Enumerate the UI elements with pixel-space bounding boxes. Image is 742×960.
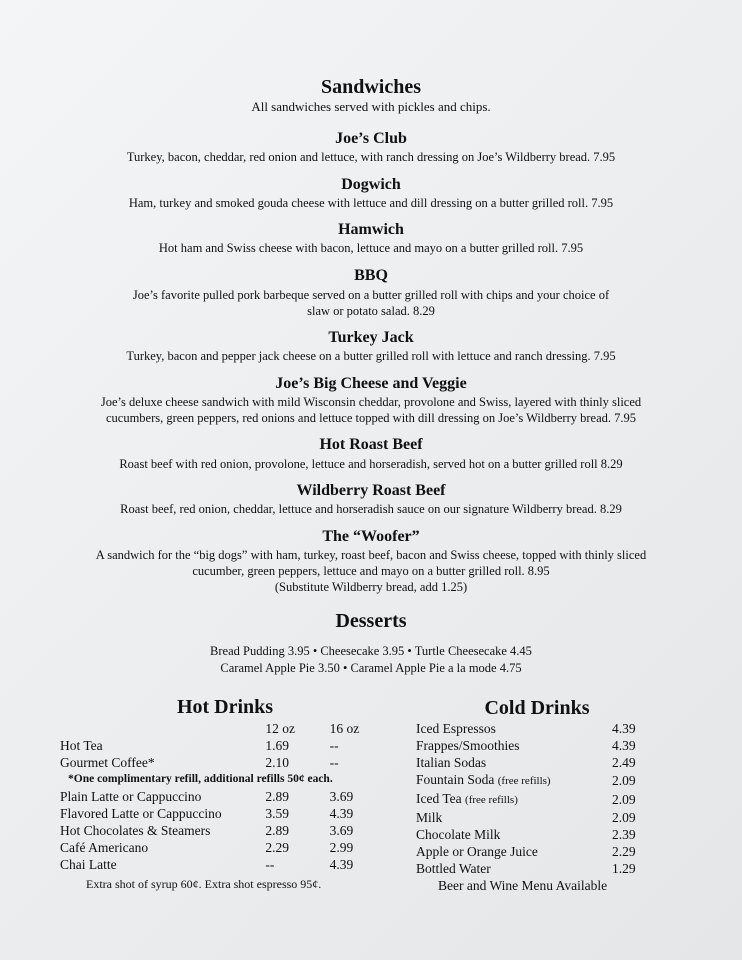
item-desc-big-cheese-line2: cucumbers, green peppers, red onions and lettuce topped with dill dressing on Joe’s Wildberry bread. 7.95 (105, 411, 637, 425)
desserts-line2: Caramel Apple Pie 3.50 • Caramel Apple Pie a la mode 4.75 (220, 661, 522, 675)
price-16oz: 3.69 (329, 823, 354, 838)
drink-name: Apple or Orange Juice (416, 844, 538, 859)
item-desc-dogwich: Ham, turkey and smoked gouda cheese with lettuce and dill dressing on a butter grilled roll. 7.95 (128, 196, 614, 210)
table-row (416, 809, 656, 826)
beer-wine-note: Beer and Wine Menu Available (438, 878, 608, 893)
table-row (416, 860, 656, 877)
extras-note: Extra shot of syrup 60¢. Extra shot espresso 95¢. (86, 877, 322, 891)
hot-drinks-header-row (60, 720, 380, 737)
table-row (416, 790, 656, 809)
drink-name: Hot Chocolates & Steamers (60, 823, 211, 838)
drink-name: Fountain Soda (416, 772, 495, 787)
drink-name: Iced Tea (416, 791, 462, 806)
drink-name: Frappes/Smoothies (416, 738, 520, 753)
price-16oz: 2.99 (329, 840, 354, 855)
drink-name: Iced Espressos (416, 721, 496, 736)
item-name-turkey-jack: Turkey Jack (328, 329, 414, 346)
drink-name: Bottled Water (416, 861, 491, 876)
col-16oz: 16 oz (329, 721, 360, 736)
drink-price: 2.39 (612, 827, 636, 842)
item-name-wildberry-roast-beef: Wildberry Roast Beef (296, 482, 446, 499)
table-row (416, 771, 656, 790)
item-name-hot-roast-beef: Hot Roast Beef (319, 436, 423, 453)
item-desc-woofer-line1: A sandwich for the “big dogs” with ham, turkey, roast beef, bacon and Swiss cheese, topped with thinly sliced (95, 548, 647, 562)
drink-name: Hot Tea (60, 738, 103, 753)
drink-price: 2.49 (612, 755, 636, 770)
drink-name: Café Americano (60, 840, 149, 855)
hot-drinks-list (60, 720, 380, 893)
sandwiches-subtitle: All sandwiches served with pickles and chips. (251, 99, 491, 114)
price-16oz: 4.39 (329, 857, 354, 872)
table-row (60, 805, 380, 822)
item-desc-turkey-jack: Turkey, bacon and pepper jack cheese on a butter grilled roll with lettuce and ranch dressing. 7.95 (126, 349, 616, 363)
drink-price: 2.09 (612, 810, 636, 825)
price-12oz: 2.89 (265, 823, 289, 838)
cold-drinks-list (416, 720, 656, 894)
refill-tag: (free refills) (465, 794, 518, 806)
drink-name: Chai Latte (60, 857, 117, 872)
item-desc-bbq-line1: Joe’s favorite pulled pork barbeque served on a butter grilled roll with chips and your choice of (132, 288, 610, 302)
item-desc-hamwich: Hot ham and Swiss cheese with bacon, lettuce and mayo on a butter grilled roll. 7.95 (158, 241, 584, 255)
drink-price: 2.09 (612, 773, 636, 788)
drink-price: 4.39 (612, 721, 636, 736)
refill-note: *One complimentary refill, additional refills 50¢ each. (68, 773, 333, 785)
table-row (416, 737, 656, 754)
drink-name: Gourmet Coffee* (60, 755, 155, 770)
table-row (416, 826, 656, 843)
item-name-big-cheese: Joe’s Big Cheese and Veggie (275, 375, 467, 392)
table-row (416, 754, 656, 771)
price-16oz: 4.39 (329, 806, 354, 821)
drink-name: Plain Latte or Cappuccino (60, 789, 202, 804)
drink-price: 2.29 (612, 844, 636, 859)
drink-name: Chocolate Milk (416, 827, 501, 842)
table-row (60, 754, 380, 771)
table-row (60, 788, 380, 805)
item-desc-woofer-line3: (Substitute Wildberry bread, add 1.25) (274, 580, 468, 594)
price-12oz: 1.69 (265, 738, 289, 753)
desserts-title: Desserts (335, 610, 407, 632)
drink-name: Flavored Latte or Cappuccino (60, 806, 222, 821)
item-name-woofer: The “Woofer” (322, 528, 420, 545)
extras-note-row (60, 873, 380, 893)
table-row (60, 822, 380, 839)
refill-tag: (free refills) (497, 775, 551, 787)
price-12oz: 2.89 (265, 789, 289, 804)
item-desc-big-cheese-line1: Joe’s deluxe cheese sandwich with mild Wisconsin cheddar, provolone and Swiss, layered with thinly sliced (100, 395, 642, 409)
price-16oz: -- (329, 755, 339, 770)
item-desc-wildberry-roast-beef: Roast beef, red onion, cheddar, lettuce and horseradish sauce on our signature Wildberry bread. 8.29 (120, 502, 622, 516)
price-16oz: -- (329, 738, 339, 753)
table-row (416, 720, 656, 737)
item-name-hamwich: Hamwich (338, 221, 404, 238)
drink-name: Milk (416, 810, 443, 825)
item-desc-joes-club: Turkey, bacon, cheddar, red onion and lettuce, with ranch dressing on Joe’s Wildberry bread. 7.95 (126, 150, 616, 164)
table-row (60, 839, 380, 856)
drink-price: 4.39 (612, 738, 636, 753)
price-12oz: 2.29 (265, 840, 289, 855)
item-name-bbq: BBQ (354, 267, 388, 284)
price-12oz: -- (265, 857, 275, 872)
item-name-joes-club: Joe’s Club (335, 130, 407, 147)
drink-price: 1.29 (612, 861, 636, 876)
item-desc-woofer-line2: cucumber, green peppers, lettuce and mayo on a butter grilled roll. 8.95 (192, 564, 550, 578)
col-12oz: 12 oz (265, 721, 295, 736)
table-row (416, 843, 656, 860)
sandwiches-title: Sandwiches (320, 76, 422, 98)
refill-note-row (60, 771, 380, 788)
price-12oz: 2.10 (265, 755, 289, 770)
table-row (60, 856, 380, 873)
cold-drinks-title: Cold Drinks (484, 697, 590, 719)
table-row (60, 737, 380, 754)
drink-price: 2.09 (612, 792, 636, 807)
item-desc-hot-roast-beef: Roast beef with red onion, provolone, lettuce and horseradish, served hot on a butter grilled roll 8.29 (119, 457, 623, 471)
desserts-line1: Bread Pudding 3.95 • Cheesecake 3.95 • Turtle Cheesecake 4.45 (210, 644, 532, 658)
item-name-dogwich: Dogwich (341, 176, 401, 193)
price-16oz: 3.69 (329, 789, 354, 804)
drink-name: Italian Sodas (416, 755, 487, 770)
price-12oz: 3.59 (265, 806, 289, 821)
hot-drinks-title: Hot Drinks (176, 696, 274, 718)
item-desc-bbq-line2: slaw or potato salad. 8.29 (307, 304, 435, 318)
